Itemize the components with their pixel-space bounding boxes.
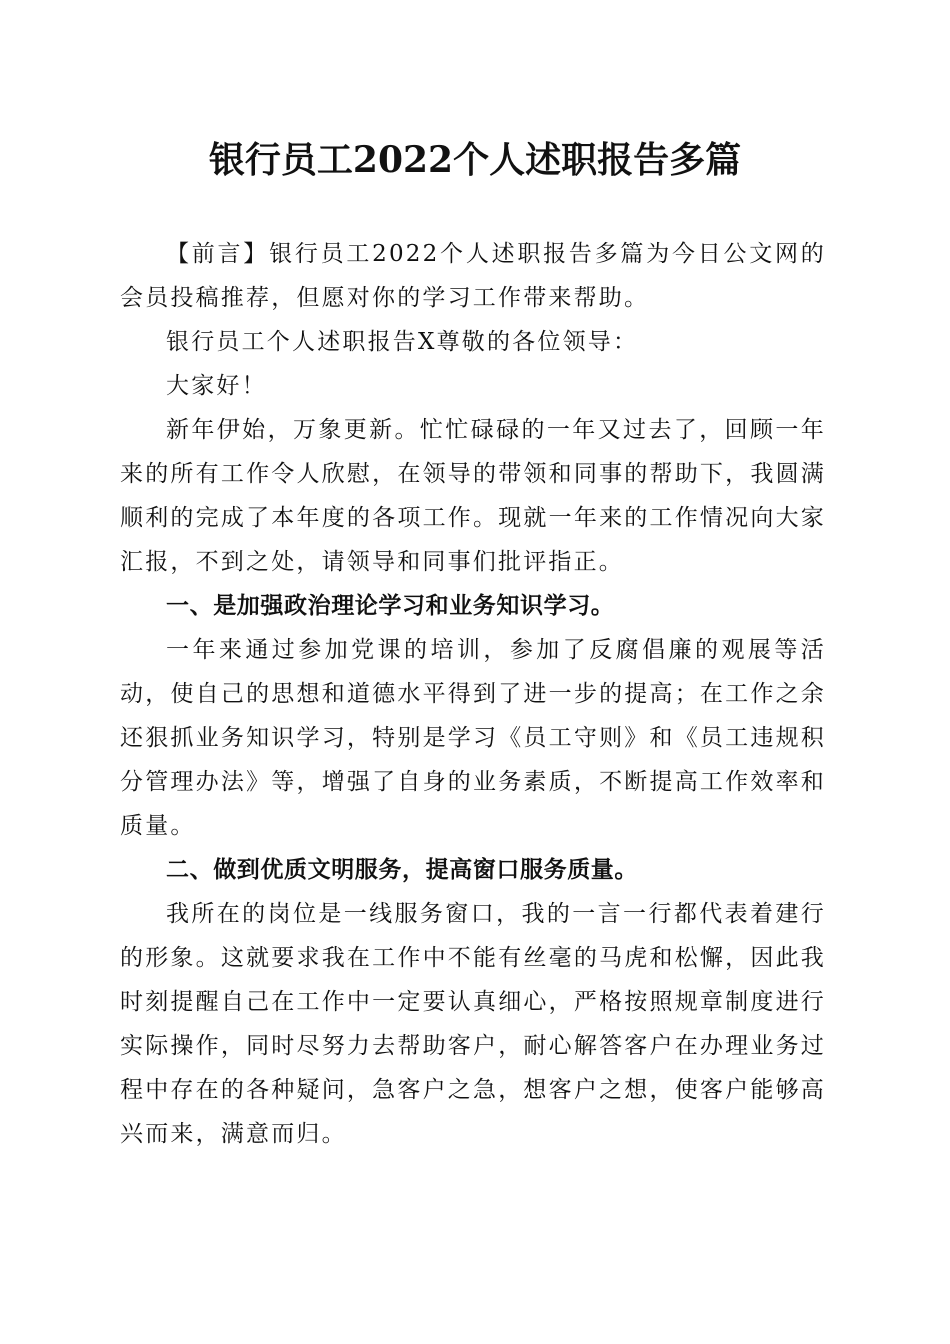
document-body — [120, 232, 826, 1156]
section-heading-2: 二、做到优质文明服务，提高窗口服务质量。 — [166, 857, 638, 883]
greeting: 大家好！ — [166, 373, 267, 399]
preface-paragraph: 【前言】银行员工2022个人述职报告多篇为今日公文网的会员投稿推荐，但愿对你的学习工作带来帮助。 — [120, 241, 826, 311]
intro-paragraph: 新年伊始，万象更新。忙忙碌碌的一年又过去了，回顾一年来的所有工作令人欣慰，在领导的带领和同事的帮助下，我圆满顺利的完成了本年度的各项工作。现就一年来的工作情况向大家汇报，不到之处，请领导和同事们批评指正。 — [120, 417, 826, 575]
section-2-paragraph: 我所在的岗位是一线服务窗口，我的一言一行都代表着建行的形象。这就要求我在工作中不能有丝毫的马虎和松懈，因此我时刻提醒自己在工作中一定要认真细心，严格按照规章制度进行实际操作，同时尽努力去帮助客户，耐心解答客户在办理业务过程中存在的各种疑问，急客户之急，想客户之想，使客户能够高兴而来，满意而归。 — [120, 901, 826, 1147]
section-heading-1: 一、是加强政治理论学习和业务知识学习。 — [166, 593, 615, 619]
report-salutation: 银行员工个人述职报告X尊敬的各位领导： — [166, 329, 639, 355]
section-1-paragraph: 一年来通过参加党课的培训，参加了反腐倡廉的观展等活动，使自己的思想和道德水平得到了进一步的提高；在工作之余还狠抓业务知识学习，特别是学习《员工守则》和《员工违规积分管理办法》等，增强了自身的业务素质，不断提高工作效率和质量。 — [120, 637, 826, 839]
document-title: 银行员工2022个人述职报告多篇 — [208, 139, 742, 181]
